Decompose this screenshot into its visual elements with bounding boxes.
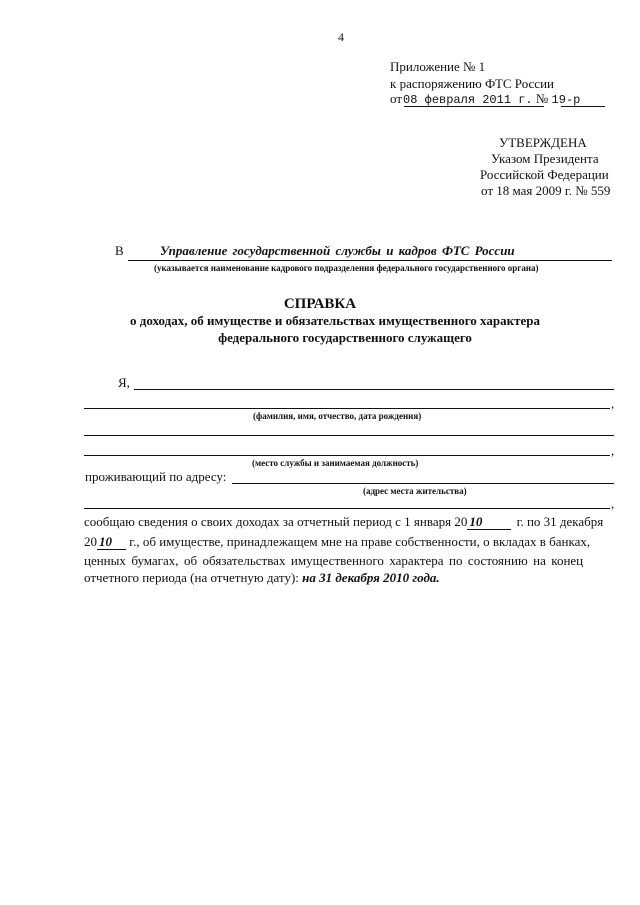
recipient-underline — [128, 260, 612, 261]
job-caption: (место службы и занимаемая должность) — [252, 458, 419, 468]
approval-title: УТВЕРЖДЕНА — [499, 135, 587, 150]
page-number: 4 — [338, 30, 344, 44]
recipient-value: Управление государственной службы и кадров ФТС России — [160, 243, 515, 258]
body-text-2b: г., об имуществе, принадлежащем мне на праве собственности, о вкладах в банках, — [129, 534, 591, 549]
approval-line2: Российской Федерации — [480, 167, 609, 182]
body-text-1a: сообщаю сведения о своих доходах за отчетный период с 1 января 20 — [84, 514, 468, 529]
document-title: СПРАВКА — [283, 296, 357, 312]
body-text-1b: г. по 31 декабря — [516, 514, 604, 529]
body-line-4 — [84, 570, 440, 586]
address-line-2 — [84, 508, 610, 509]
address-label: проживающий по адресу: — [85, 469, 227, 484]
appendix-number-value: 19-р — [551, 93, 581, 107]
body-text-4a: отчетного периода (на отчетную дату): — [84, 570, 299, 585]
i-label: Я, — [118, 375, 130, 390]
year-from-value: 10 — [467, 515, 511, 530]
job-comma: , — [611, 443, 615, 458]
body-line-1 — [84, 514, 603, 530]
year-to-value: 10 — [97, 535, 126, 550]
name-caption: (фамилия, имя, отчество, дата рождения) — [253, 411, 422, 421]
document-subtitle-1: о доходах, об имуществе и обязательствах имущественного характера — [130, 313, 540, 328]
recipient-prefix: В — [115, 243, 124, 258]
job-line-2 — [84, 455, 610, 456]
name-line-1 — [134, 389, 614, 390]
name-comma: , — [611, 396, 615, 411]
appendix-date-prefix: от — [390, 91, 403, 106]
body-line-3: ценных бумагах, об обязательствах имущественного характера по состоянию на конец — [84, 553, 584, 568]
appendix-title: Приложение № 1 — [390, 59, 486, 74]
approval-line1: Указом Президента — [491, 151, 599, 166]
appendix-date-underline — [404, 106, 544, 107]
reporting-date-value: на 31 декабря 2010 года. — [302, 570, 440, 585]
address-line-1 — [232, 483, 614, 484]
address-comma: , — [611, 496, 615, 511]
appendix-number-prefix: № — [535, 91, 549, 106]
job-line-1 — [84, 435, 614, 436]
approval-line3: от 18 мая 2009 г. № 559 — [481, 183, 611, 198]
address-caption: (адрес места жительства) — [363, 486, 467, 496]
name-line-2 — [84, 408, 610, 409]
body-line-2 — [84, 534, 590, 550]
document-subtitle-2: федерального государственного служащего — [218, 330, 472, 345]
appendix-number-underline — [561, 106, 605, 107]
appendix-date-value: 08 февраля 2011 г. — [403, 93, 533, 107]
body-text-2a: 20 — [84, 534, 97, 549]
recipient-caption: (указывается наименование кадрового подразделения федерального государственного органа) — [154, 263, 539, 273]
appendix-order-line: к распоряжению ФТС России — [390, 76, 554, 91]
